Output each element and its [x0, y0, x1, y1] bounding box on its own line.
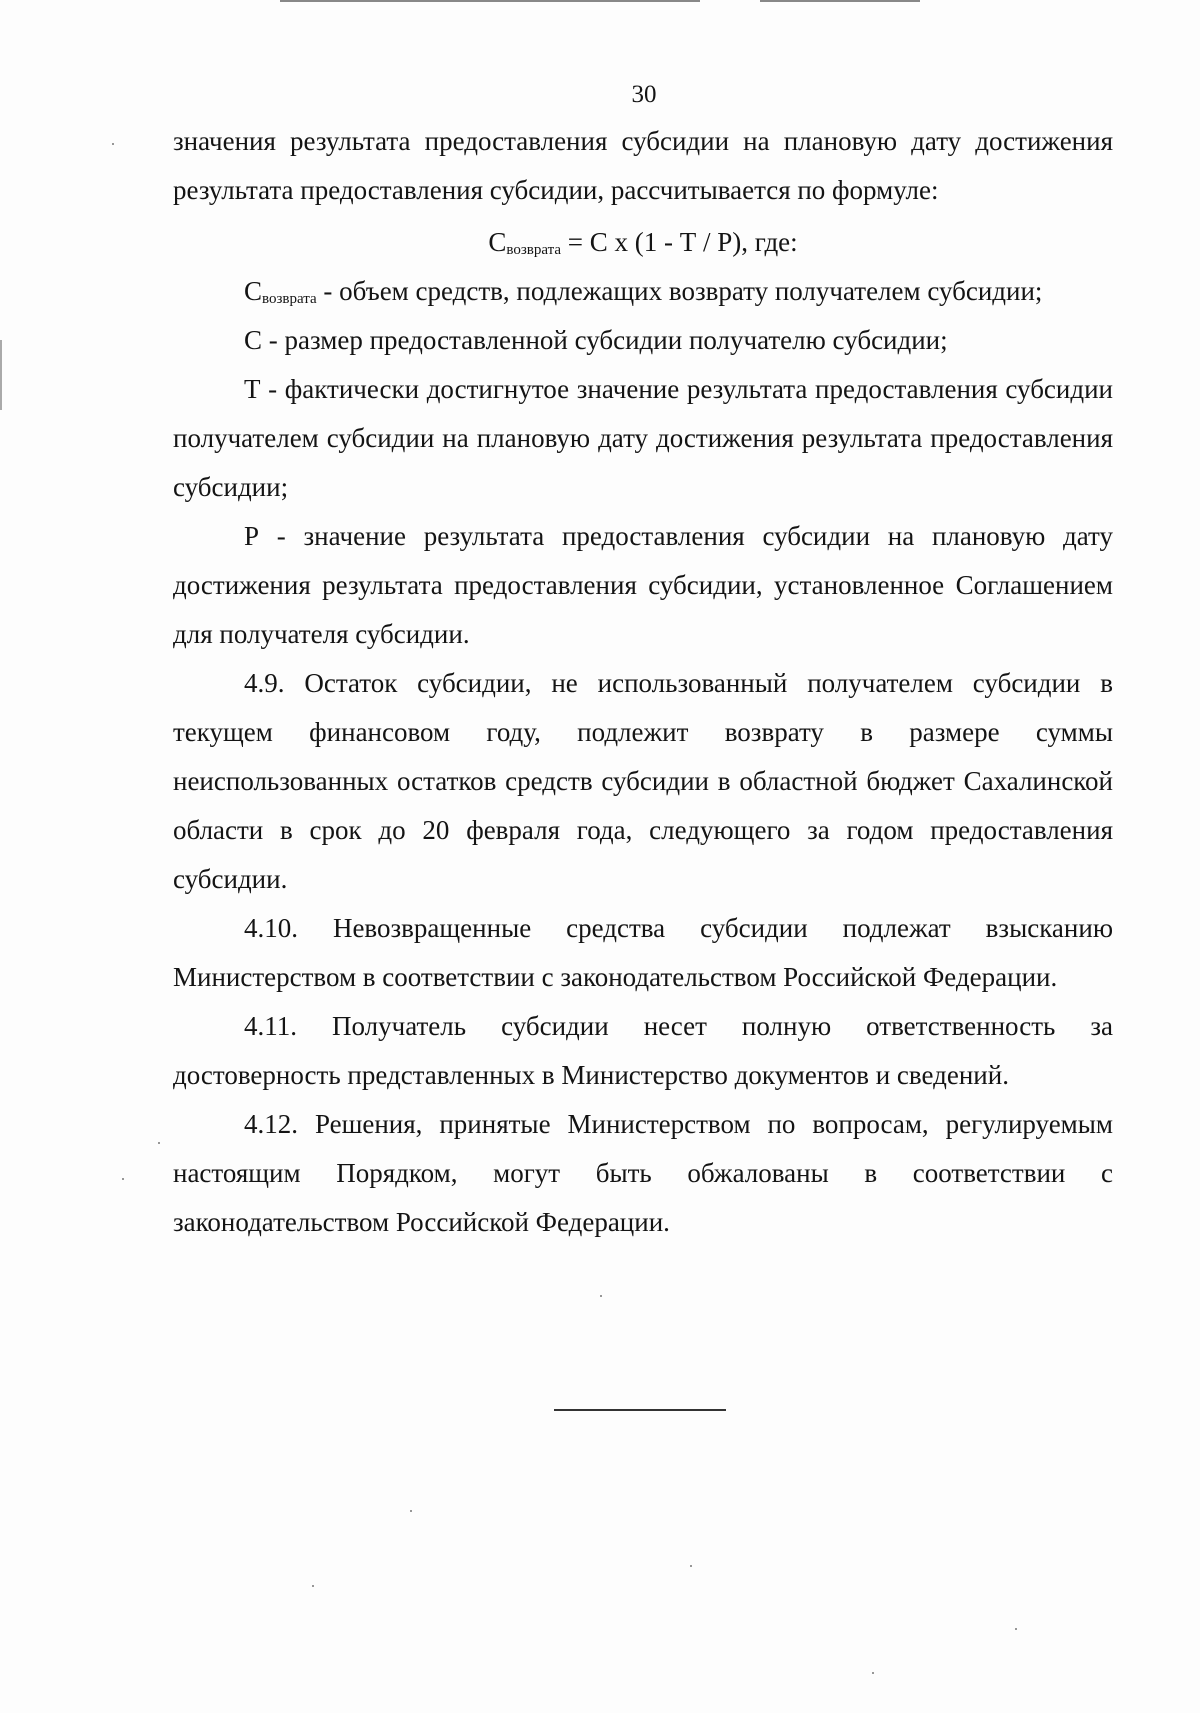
scan-left-edge [0, 340, 2, 410]
definition-text: - объем средств, подлежащих возврату получателем субсидии; [316, 276, 1043, 306]
scan-speck [690, 1565, 692, 1567]
definition-t: Т - фактически достигнутое значение результата предоставления субсидии получателем субсидии на плановую дату достижения результата предоставления субсидии; [173, 374, 1113, 502]
scan-speck [1015, 1628, 1017, 1630]
formula [173, 218, 1113, 267]
scan-top-edge [280, 0, 700, 2]
paragraph-4-10: 4.10. Невозвращенные средства субсидии подлежат взысканию Министерством в соответствии с законодательством Российской Федерации. [173, 913, 1113, 992]
paragraph-4-12: 4.12. Решения, принятые Министерством по вопросам, регулируемым настоящим Порядком, могут быть обжалованы в соответствии с законодательством Российской Федерации. [173, 1109, 1113, 1237]
paragraph-continuation: значения результата предоставления субсидии на плановую дату достижения результата предоставления субсидии, рассчитывается по формуле: [173, 126, 1113, 205]
scan-speck [600, 1295, 602, 1297]
end-divider-line [554, 1409, 726, 1411]
definition-symbol-subscript: возврата [262, 291, 317, 307]
scan-speck [122, 1178, 124, 1180]
definition-symbol: С [244, 276, 263, 306]
scan-speck [158, 1142, 160, 1144]
paragraph-4-9: 4.9. Остаток субсидии, не использованный получателем субсидии в текущем финансовом году, подлежит возврату в размере суммы неиспользованных остатков средств субсидии в областной бюджет Сахалинской области в срок до 20 февраля года, следующего за годом предоставления субсидии. [173, 668, 1113, 894]
formula-lhs-subscript: возврата [506, 242, 561, 258]
page-number: 30 [631, 81, 657, 108]
formula-lhs: С [488, 227, 507, 257]
scan-speck [112, 143, 114, 145]
scan-speck [872, 1672, 874, 1674]
definition-c-return [173, 267, 1113, 316]
formula-rhs: = С х (1 - Т / Р), где: [561, 227, 798, 257]
scan-top-edge [760, 0, 920, 2]
scan-speck [410, 1510, 412, 1512]
paragraph-4-11: 4.11. Получатель субсидии несет полную ответственность за достоверность представленных в Министерство документов и сведений. [173, 1011, 1113, 1090]
document-body [173, 117, 1113, 1247]
definition-p: Р - значение результата предоставления субсидии на плановую дату достижения результата предоставления субсидии, установленное Соглашением для получателя субсидии. [173, 521, 1113, 649]
definition-c: С - размер предоставленной субсидии получателю субсидии; [244, 325, 948, 355]
scan-speck [312, 1585, 314, 1587]
